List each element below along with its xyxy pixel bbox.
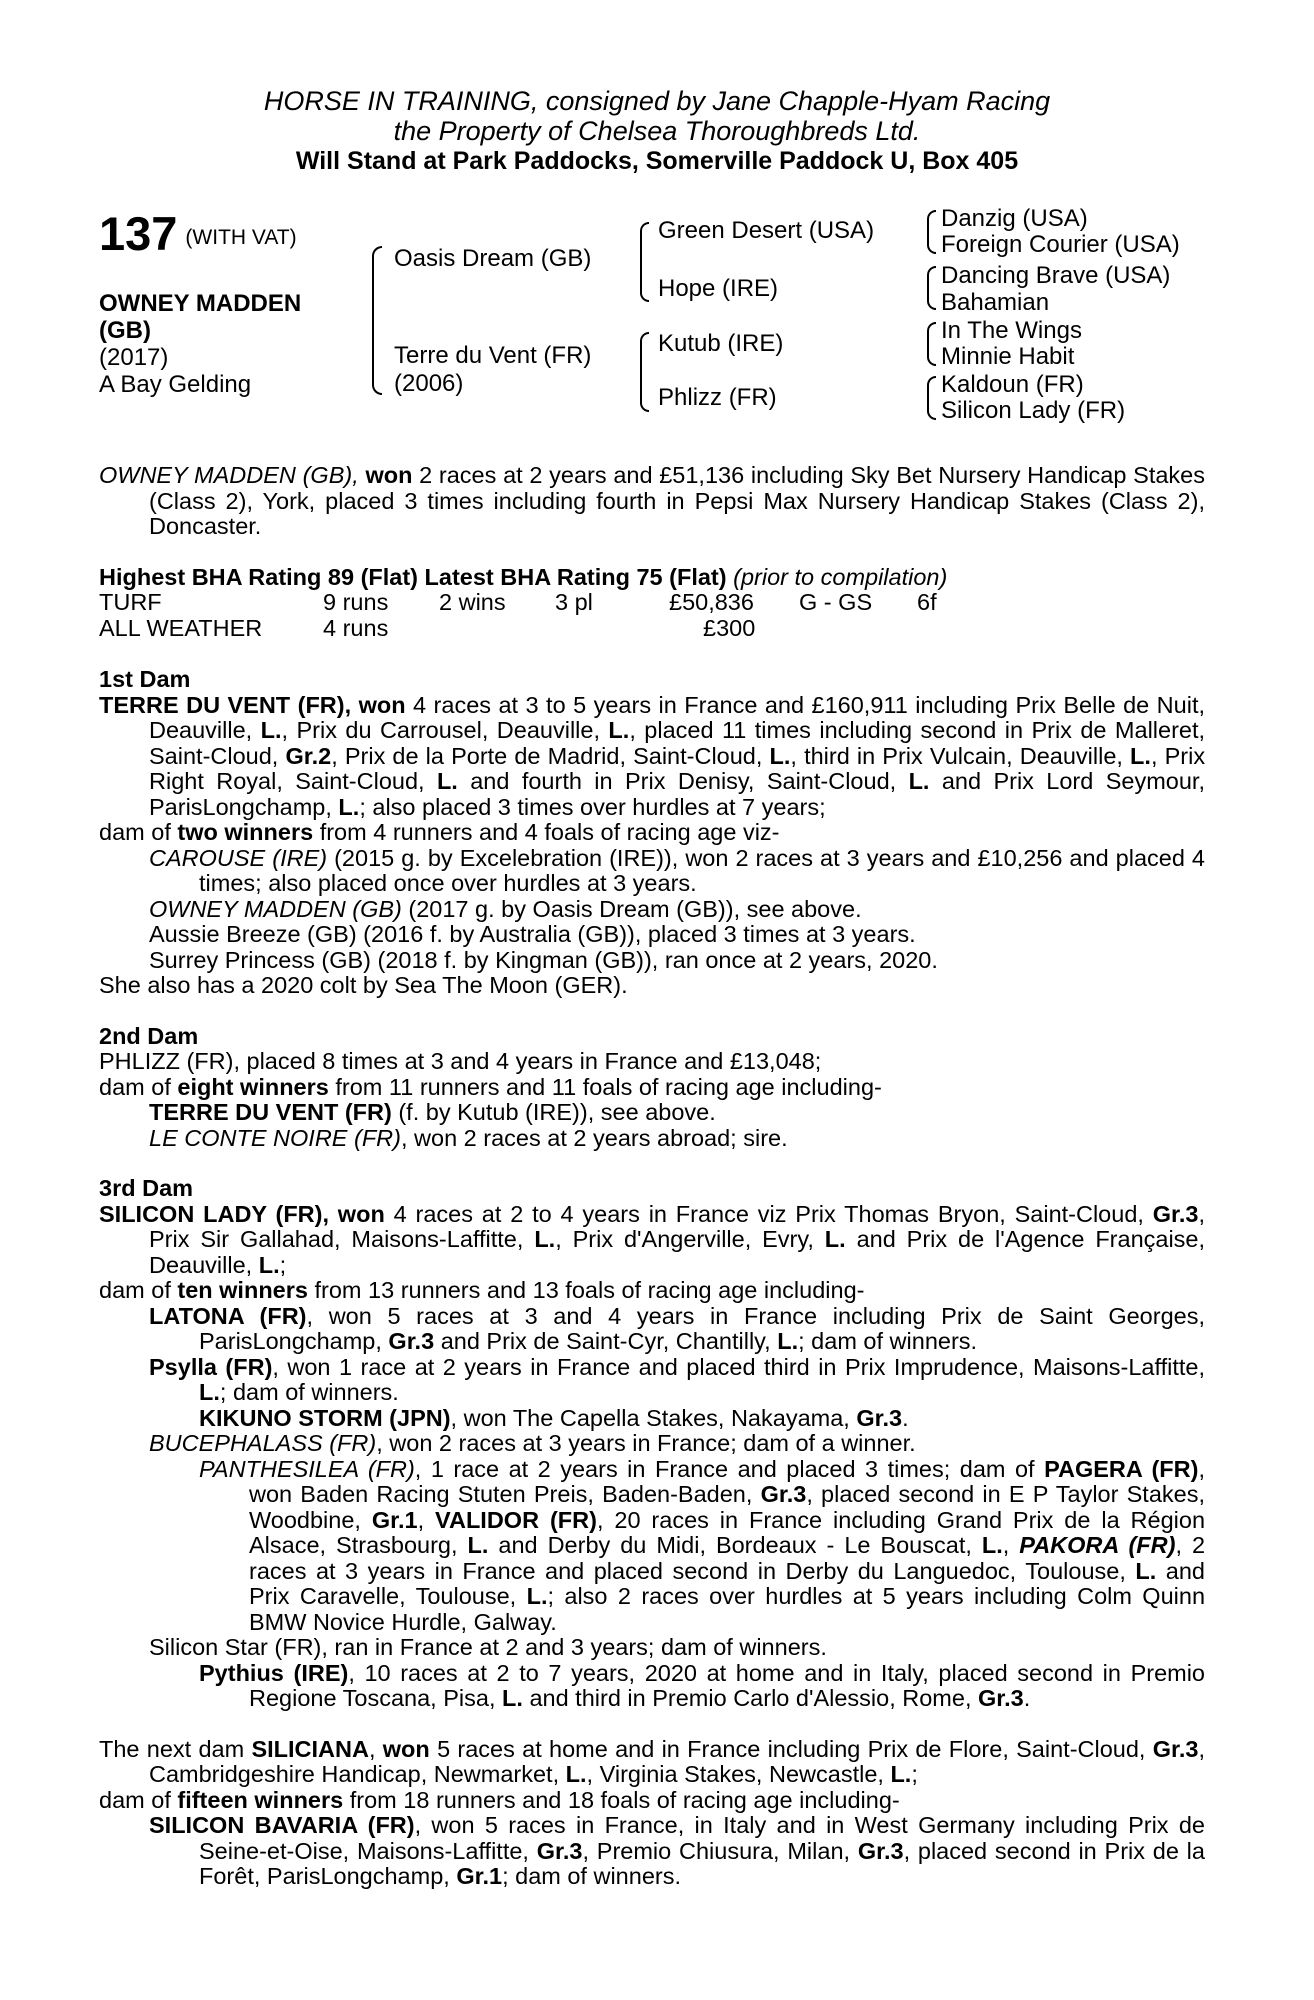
pedigree-brace-sire [640, 222, 649, 302]
header-property: the Property of Chelsea Thoroughbreds Ltd. [393, 116, 921, 146]
lot-number: 137 (WITH VAT) [99, 207, 297, 260]
catalogue-body [99, 463, 1205, 1890]
dam3-produce-panthesilea: PANTHESILEA (FR), 1 race at 2 years in France and placed 3 times; dam of PAGERA (FR), won Baden Racing Stuten Preis, Baden-Baden, Gr.3, placed second in E P Taylor Stakes, Woodbine, Gr.1, VALIDOR (FR), 20 races in France including Grand Prix de la Région Alsace, Strasbourg, L. and Derby du Midi, Bordeaux - Le Bouscat, L., PAKORA (FR), 2 races at 3 years in France and placed second in Derby du Languedoc, Toulouse, L. and Prix Caravelle, Toulouse, L.; also 2 races over hurdles at 5 years including Colm Quinn BMW Novice Hurdle, Galway. [199, 1455, 1206, 1635]
nextdam-produce-summary: dam of fifteen winners from 18 runners and 18 foals of racing age including- [99, 1786, 900, 1813]
dam1-produce-surrey: Surrey Princess (GB) (2018 f. by Kingman (GB)), ran once at 2 years, 2020. [149, 946, 938, 973]
pedigree-g5: In The Wings [941, 317, 1082, 344]
vat-label: (WITH VAT) [185, 226, 297, 249]
dam2-produce-conte: LE CONTE NOIRE (FR), won 2 races at 2 years abroad; sire. [149, 1124, 788, 1151]
pedigree-dam-dam: Phlizz (FR) [658, 384, 777, 411]
dam2-produce-summary: dam of eight winners from 11 runners and 11 foals of racing age including- [99, 1073, 882, 1100]
pedigree-sire-sire: Green Desert (USA) [658, 217, 875, 244]
ratings-line: Highest BHA Rating 89 (Flat) Latest BHA Rating 75 (Flat) (prior to compilation) [99, 563, 948, 590]
pedigree-brace-dam [640, 332, 649, 412]
horse-name: OWNEY MADDEN [99, 290, 302, 317]
pedigree-sire: Oasis Dream (GB) [394, 245, 592, 272]
dam1-paragraph: TERRE DU VENT (FR), won 4 races at 3 to 5 years in France and £160,911 including Prix Belle de Nuit, Deauville, L., Prix du Carrousel, Deauville, L., placed 11 times including second in Prix de Malleret, Saint-Cloud, Gr.2, Prix de la Porte de Madrid, Saint-Cloud, L., third in Prix Vulcain, Deauville, L., Prix Right Royal, Saint-Cloud, L. and fourth in Prix Denisy, Saint-Cloud, L. and Prix Lord Seymour, ParisLongchamp, L.; also placed 3 times over hurdles at 7 years; [99, 691, 1206, 820]
pedigree-g4: Bahamian [941, 289, 1050, 316]
pedigree-brace-g34 [927, 266, 936, 310]
header-consignor: HORSE IN TRAINING, consigned by Jane Chapple-Hyam Racing [263, 86, 1051, 116]
nextdam-paragraph: The next dam SILICIANA, won 5 races at home and in France including Prix de Flore, Saint-Cloud, Gr.3, Cambridgeshire Handicap, Newmarket, L., Virginia Stakes, Newcastle, L.; [99, 1735, 1205, 1787]
pedigree-dam-year: (2006) [394, 370, 464, 397]
dam1-also: She also has a 2020 colt by Sea The Moon (GER). [99, 972, 628, 998]
pedigree-brace-g78 [927, 376, 936, 420]
record-all-weather: ALL WEATHER 4 runs £300 [99, 615, 756, 641]
pedigree-g2: Foreign Courier (USA) [941, 231, 1180, 258]
pedigree-g7: Kaldoun (FR) [941, 371, 1084, 398]
nextdam-produce-silicon-bavaria: SILICON BAVARIA (FR), won 5 races in France, in Italy and in West Germany including Prix de Seine-et-Oise, Maisons-Laffitte, Gr.3, Premio Chiusura, Milan, Gr.3, placed second in Prix de la Forêt, ParisLongchamp, Gr.1; dam of winners. [149, 1812, 1205, 1889]
dam3-produce-summary: dam of ten winners from 13 runners and 13 foals of racing age including- [99, 1277, 865, 1303]
dam2-paragraph: PHLIZZ (FR), placed 8 times at 3 and 4 years in France and £13,048; [99, 1048, 822, 1074]
dam2-heading: 2nd Dam [99, 1022, 199, 1049]
header-location: Will Stand at Park Paddocks, Somerville Paddock U, Box 405 [295, 147, 1019, 175]
dam3-produce-bucephalass: BUCEPHALASS (FR), won 2 races at 3 years in France; dam of a winner. [149, 1430, 916, 1456]
record-turf: TURF 9 runs 2 wins 3 pl £50,836 G - GS 6f [99, 589, 937, 615]
dam3-paragraph: SILICON LADY (FR), won 4 races at 2 to 4 years in France viz Prix Thomas Bryon, Saint-Cloud, Gr.3, Prix Sir Gallahad, Maisons-Laffitte, L., Prix d'Angerville, Evry, L. and Prix de l'Agence Française, Deauville, L.; [99, 1200, 1206, 1278]
pedigree-brace-g12 [927, 210, 936, 254]
dam1-produce-carouse: CAROUSE (IRE) (2015 g. by Excelebration (IRE)), won 2 races at 3 years and £10,256 and placed 4 times; also placed once over hurdles at 3 years. [149, 844, 1206, 896]
dam3-produce-pythius: Pythius (IRE), 10 races at 2 to 7 years, 2020 at home and in Italy, placed second in Premio Regione Toscana, Pisa, L. and third in Premio Carlo d'Alessio, Rome, Gr.3. [199, 1659, 1206, 1711]
pedigree-g6: Minnie Habit [941, 343, 1075, 370]
pedigree-dam: Terre du Vent (FR) [394, 342, 592, 369]
pedigree-dam-sire: Kutub (IRE) [658, 330, 784, 357]
pedigree-g1: Danzig (USA) [941, 205, 1088, 232]
dam1-produce-owney: OWNEY MADDEN (GB) (2017 g. by Oasis Dream (GB)), see above. [149, 895, 862, 922]
pedigree-brace-main [372, 246, 382, 395]
dam1-produce-summary: dam of two winners from 4 runners and 4 foals of racing age viz- [99, 819, 780, 845]
horse-description: A Bay Gelding [99, 371, 252, 398]
pedigree-g8: Silicon Lady (FR) [941, 397, 1126, 424]
summary-paragraph: OWNEY MADDEN (GB), won 2 races at 2 years and £51,136 including Sky Bet Nursery Handicap Stakes (Class 2), York, placed 3 times including fourth in Pepsi Max Nursery Handicap Stakes (Class 2), Doncaster. [99, 462, 1205, 539]
dam3-produce-psylla: Psylla (FR), won 1 race at 2 years in France and placed third in Prix Imprudence, Maisons-Laffitte, L.; dam of winners. [149, 1353, 1205, 1405]
dam1-heading: 1st Dam [99, 666, 191, 692]
pedigree-sire-dam: Hope (IRE) [658, 275, 779, 302]
horse-country: (GB) [99, 317, 151, 344]
pedigree-brace-g56 [927, 322, 936, 366]
dam3-produce-latona: LATONA (FR), won 5 races at 3 and 4 years in France including Prix de Saint Georges, ParisLongchamp, Gr.3 and Prix de Saint-Cyr, Chantilly, L.; dam of winners. [149, 1302, 1205, 1354]
dam2-produce-terre: TERRE DU VENT (FR) (f. by Kutub (IRE)), see above. [149, 1099, 716, 1125]
dam3-produce-silicon-star: Silicon Star (FR), ran in France at 2 and 3 years; dam of winners. [149, 1634, 827, 1660]
dam3-heading: 3rd Dam [99, 1175, 194, 1201]
horse-year: (2017) [99, 344, 169, 371]
dam3-produce-kikuno: KIKUNO STORM (JPN), won The Capella Stakes, Nakayama, Gr.3. [199, 1404, 909, 1431]
dam1-produce-aussie: Aussie Breeze (GB) (2016 f. by Australia (GB)), placed 3 times at 3 years. [149, 921, 916, 947]
pedigree-g3: Dancing Brave (USA) [941, 262, 1171, 289]
